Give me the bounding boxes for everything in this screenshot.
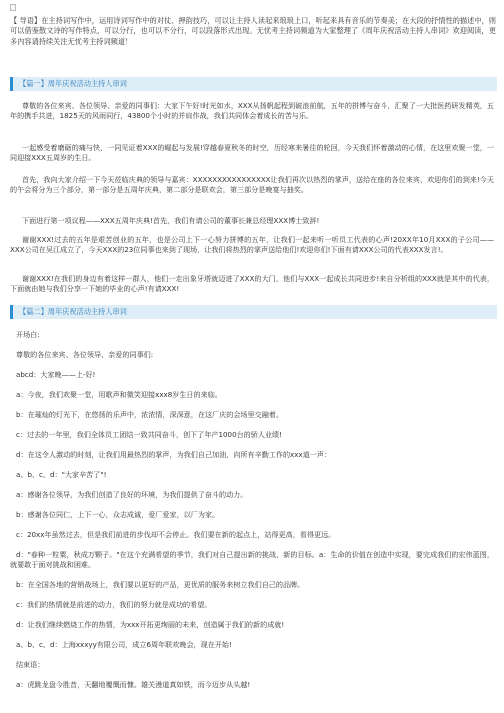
section-2-header: [10, 305, 497, 319]
script-line: b：在璀灿的灯光下，在悠扬的乐声中，浓浓情，深深意，在这厂庆的会场里交融着。: [16, 410, 283, 419]
intro-guide: 【 导语】在主持词写作中，运用诗词写作中的对仗、押韵技巧，可以让主持人读起来琅琅上口，听起来具有音乐的节奏美；在大段的抒情性的描述中，则可以借鉴散文诗的写作特点，可以分行，也可以不分行，可以段落形式出现。无忧考主持词频道为大家整理了《周年庆祝活动主持人串词》欢迎阅读，更多内容请持续关注无忧考主持词频道！: [10, 16, 496, 46]
section-1-paragraph-3: 首先，我向大家介绍一下今天莅临庆典的领导与嘉宾：XXXXXXXXXXXXXXXX让我们再次以热烈的掌声，送给在座的各位来宾，欢迎你们的到来!今天的午会将分为三个部分，第一部分是五周年庆典，第二部分是联欢会，第三部分是晚宴与抽奖。: [10, 175, 494, 195]
section-1-title: 【篇一】周年庆祝活动主持人串词: [19, 79, 127, 88]
script-line: a：今夜，我们欢聚一堂，用歌声和微笑迎接xxx8岁生日的来临。: [16, 390, 222, 399]
section-1-paragraph: [10, 274, 494, 294]
section-1-paragraph: [10, 235, 494, 255]
script-line: a：感谢各位领导，为我们创造了良好的环境，为我们提供了奋斗的动力。: [16, 490, 248, 499]
section-1-paragraph: [10, 216, 494, 226]
script-line: 结束语：: [16, 660, 45, 669]
script-line: a：虎跳龙盘今胜昔，天翻地覆慨而慷。雄关漫道真如铁，而今迈步从头越!: [16, 680, 251, 689]
script-line: b：在全国各地的营销战场上，我们要以更好的产品，更优质的服务来树立我们自己的品牌。: [16, 580, 305, 589]
script-line: a、b、c、d：上海xxxyy有限公司，成立6周年联欢晚会，现在开始!: [16, 640, 232, 649]
section-1-paragraph-1: 尊敬的各位来宾、各位领导、亲爱的同事们：大家下午好!时光如水，XXX从扬帆起程到破浪前航，五年的拼博与奋斗，汇聚了一大批医药研发精英，五年的携手共进，1825天的风雨同行，43800个小时的并肩作战，我们共同体会着成长的苦与乐。: [10, 101, 494, 121]
section-1-paragraph-6: 谢谢XXX!在我们的身边有着这样一群人，他们一走出象牙塔就迈进了XXX的大门，他们与XXX一起成长共同进步!来自分析组的XXX就是其中的代表，下面就由她与我们分享一下她的毕业的心声!有请XXX!: [10, 274, 494, 294]
section-1-paragraph: [10, 101, 494, 121]
section-1-paragraph-5: 谢谢XXX!过去的五年是艰苦创业的五年，也是公司上下一心努力拼博的五年，让我们一起来听一听员工代表的心声!20XX年10月XXX的子公司——XXX公司在吴江成立了，今天XXX的23位同事也来到了现场，让我们将热烈的掌声送给他们!欢迎你们!下面有请XXX公司的代表XXX发言!。: [10, 235, 494, 255]
section-1-paragraph-2: 一起感受着磨砺的痛与快，一同见证着XXX的崛起与发展!穿越春夏秋冬的时空，历经寒来暑往的轮回，今天我们怀着激动的心情，在这里欢聚一堂，一同迎接XXX五周岁的生日。: [10, 143, 494, 163]
section-2-title: 【篇二】周年庆祝活动主持人串词: [19, 307, 127, 316]
script-line: abcd：大家晚——上-好!: [16, 370, 96, 379]
section-1-header: [10, 77, 497, 91]
script-line: d：在这令人激动的时刻，让我们用最热烈的掌声，为我们自己加油，向所有辛勤工作的xxx道一声：: [16, 450, 332, 459]
document-icon: [10, 4, 16, 11]
script-line: c：过去的一年里，我们全体员工团结一致共同奋斗，创下了年产1000台的骄人业绩!: [16, 430, 282, 439]
script-line: c：20xx年虽然过去，但是我们前进的步伐却不会停止。我们要在新的起点上，站得更高，看得更远。: [16, 530, 336, 539]
script-line: 尊敬的各位来宾、各位领导、亲爱的同事们:: [16, 350, 154, 359]
section-1-paragraph: [10, 143, 494, 163]
script-line: d：让我们继续燃烧工作的热情，为xxx开拓更绚丽的未来，创造属于我们的新的成就!: [16, 620, 285, 629]
script-line: c：我们的热情就是前进的动力，我们的努力就是成功的希望。: [16, 600, 212, 609]
script-line: 开场白:: [16, 330, 40, 339]
section-1-paragraph-4: 下面进行第一项议程——XXX五周年庆典!首先，我们有请公司的董事长兼总经理XXX博士致辞!: [22, 216, 320, 225]
script-line: a、b、c、d："大家辛苦了"!: [16, 470, 107, 479]
section-1-paragraph: [10, 175, 494, 195]
script-line: b：感谢各位同仁，上下一心，众志成诚，爱厂爱家，以厂为家。: [16, 510, 220, 519]
script-line: d："春种一粒粟，秋成万颗子。"在这个充满希望的季节，我们对自己提出新的挑战、新的目标。a：生命的价值在创造中实现，要完成我们的宏伟蓝图，就要敢于面对挑战和困难。: [10, 550, 494, 570]
